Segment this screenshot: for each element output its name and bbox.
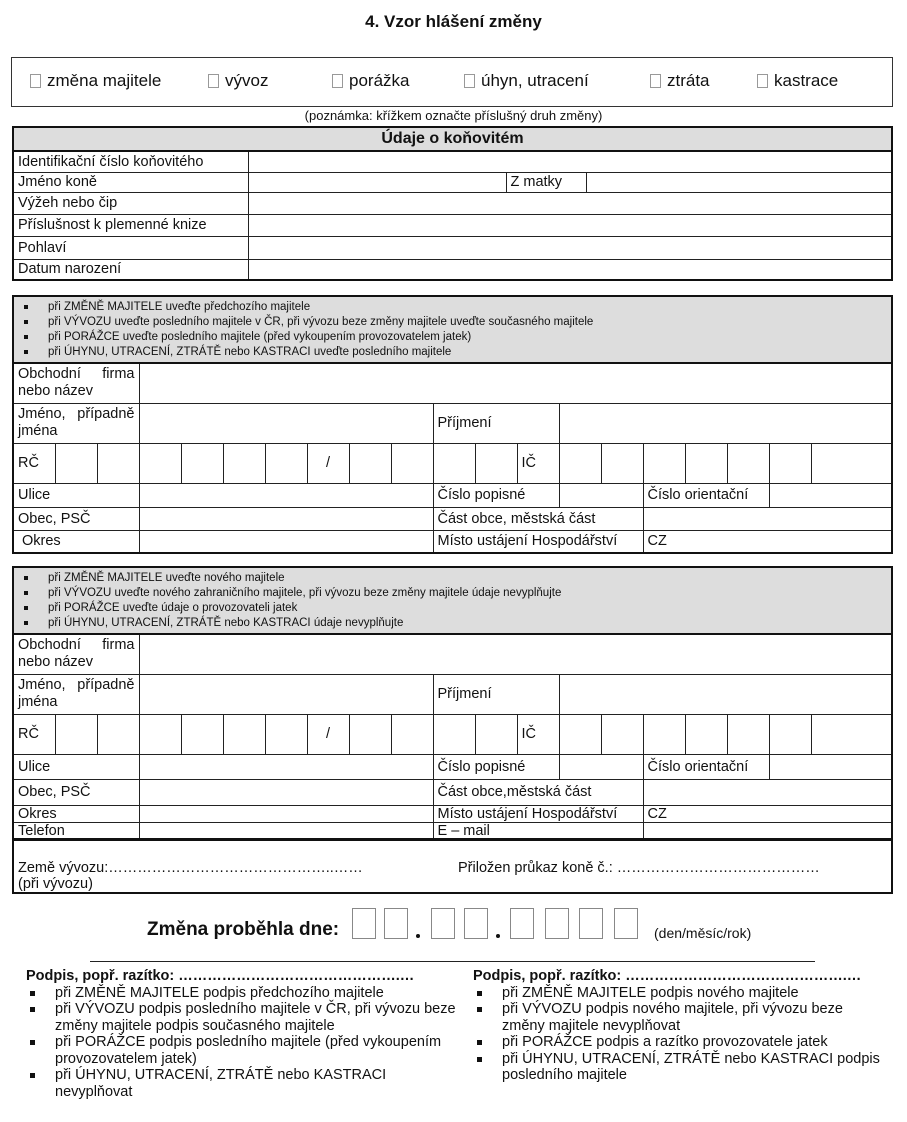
date-year-digit[interactable] bbox=[510, 908, 534, 939]
rc-digit[interactable] bbox=[391, 714, 433, 754]
sex-label: Pohlaví bbox=[13, 236, 248, 259]
checkbox-icon[interactable] bbox=[208, 74, 219, 88]
date-row bbox=[0, 905, 907, 945]
date-separator bbox=[496, 934, 500, 938]
street-field[interactable] bbox=[139, 483, 433, 507]
signature-instruction: při ZMĚNĚ MAJITELE podpis předchozího majitele bbox=[26, 985, 466, 1002]
checkbox-icon[interactable] bbox=[650, 74, 661, 88]
instruction-item: při VÝVOZU uveďte posledního majitele v ČR, při vývozu beze změny majitele uveďte současného majitele bbox=[20, 315, 885, 330]
new-owner-table bbox=[12, 566, 893, 841]
email-label: E – mail bbox=[433, 822, 643, 840]
rc-digit[interactable] bbox=[223, 443, 265, 483]
rc-digit[interactable] bbox=[475, 443, 517, 483]
firstname-field[interactable] bbox=[139, 674, 433, 714]
county-label: Okres bbox=[13, 805, 139, 822]
instruction-item: při PORÁŽCE uveďte údaje o provozovateli jatek bbox=[20, 601, 885, 616]
date-year-digit[interactable] bbox=[579, 908, 603, 939]
ic-digit[interactable] bbox=[559, 714, 601, 754]
passport-number-field[interactable]: Přiložen průkaz koně č.: …………………………………… bbox=[458, 860, 820, 876]
dob-label: Datum narození bbox=[13, 259, 248, 280]
street-label: Ulice bbox=[13, 754, 139, 779]
date-label: Změna proběhla dne: bbox=[147, 919, 340, 940]
rc-label: RČ bbox=[13, 443, 55, 483]
page-title: 4. Vzor hlášení změny bbox=[365, 12, 542, 31]
rc-digit[interactable] bbox=[391, 443, 433, 483]
horse-section-header: Údaje o koňovitém bbox=[13, 127, 892, 151]
city-field[interactable] bbox=[139, 507, 433, 530]
signature-right bbox=[473, 968, 883, 1084]
stable-label: Místo ustájení Hospodářství bbox=[433, 530, 643, 553]
rc-digit[interactable] bbox=[181, 714, 223, 754]
checkbox-icon[interactable] bbox=[757, 74, 768, 88]
county-field[interactable] bbox=[139, 530, 433, 553]
signature-right-field[interactable]: Podpis, popř. razítko: ……………………………………….… bbox=[473, 968, 862, 984]
change-type-box bbox=[11, 57, 893, 107]
ic-digit[interactable] bbox=[685, 714, 727, 754]
date-format-hint: (den/měsíc/rok) bbox=[654, 925, 752, 941]
rc-digit[interactable] bbox=[265, 714, 307, 754]
house-no-field[interactable] bbox=[559, 754, 643, 779]
company-field[interactable] bbox=[139, 363, 892, 403]
county-field[interactable] bbox=[139, 805, 433, 822]
date-year-digit[interactable] bbox=[545, 908, 569, 939]
signature-instruction: při VÝVOZU podpis posledního majitele v ČR, při vývozu beze změny majitele podpis současného majitele bbox=[26, 1001, 466, 1034]
studbook-label: Příslušnost k plemenné knize bbox=[13, 214, 248, 236]
ic-digit[interactable] bbox=[685, 443, 727, 483]
firstname-label: Jméno, případně jména bbox=[13, 674, 139, 714]
date-day-digit[interactable] bbox=[384, 908, 408, 939]
checkbox-porazka[interactable]: porážka bbox=[332, 71, 409, 91]
rc-digit[interactable] bbox=[223, 714, 265, 754]
signature-instruction: při PORÁŽCE podpis posledního majitele (před vykoupením provozovatelem jatek) bbox=[26, 1034, 466, 1067]
rc-digit[interactable] bbox=[97, 714, 139, 754]
ic-digit[interactable] bbox=[811, 714, 892, 754]
instruction-item: při VÝVOZU uveďte nového zahraničního majitele, při vývozu beze změny majitele údaje nevyplňujte bbox=[20, 586, 885, 601]
firstname-field[interactable] bbox=[139, 403, 433, 443]
ic-digit[interactable] bbox=[769, 714, 811, 754]
date-month-digit[interactable] bbox=[464, 908, 488, 939]
rc-slash: / bbox=[307, 714, 349, 754]
district-part-field[interactable] bbox=[643, 507, 892, 530]
rc-digit[interactable] bbox=[265, 443, 307, 483]
surname-label: Příjmení bbox=[433, 674, 559, 714]
ic-digit[interactable] bbox=[727, 714, 769, 754]
horse-name-field[interactable] bbox=[248, 172, 506, 192]
surname-field[interactable] bbox=[559, 403, 892, 443]
orient-no-label: Číslo orientační bbox=[643, 483, 769, 507]
new-owner-instructions bbox=[13, 567, 892, 634]
email-field[interactable] bbox=[643, 822, 892, 840]
signature-instruction: při PORÁŽCE podpis a razítko provozovatele jatek bbox=[473, 1034, 883, 1051]
date-separator bbox=[416, 934, 420, 938]
checkbox-note: (poznámka: křížkem označte příslušný druh změny) bbox=[304, 108, 603, 123]
house-no-label: Číslo popisné bbox=[433, 754, 559, 779]
checkbox-vyvoz[interactable]: vývoz bbox=[208, 71, 268, 91]
rc-digit[interactable] bbox=[475, 714, 517, 754]
checkbox-kastrace[interactable]: kastrace bbox=[757, 71, 838, 91]
rc-digit[interactable] bbox=[139, 714, 181, 754]
rc-digit[interactable] bbox=[433, 443, 475, 483]
checkbox-icon[interactable] bbox=[30, 74, 41, 88]
date-day-digit[interactable] bbox=[352, 908, 376, 939]
export-country-field[interactable]: Země vývozu:………………………………………..…… bbox=[18, 860, 363, 876]
rc-digit[interactable] bbox=[349, 714, 391, 754]
district-part-field[interactable] bbox=[643, 779, 892, 805]
ic-digit[interactable] bbox=[643, 714, 685, 754]
orient-no-field[interactable] bbox=[769, 483, 892, 507]
rc-digit[interactable] bbox=[139, 443, 181, 483]
rc-digit[interactable] bbox=[433, 714, 475, 754]
signature-instruction: při VÝVOZU podpis nového majitele, při vývozu beze změny majitele nevyplňovat bbox=[473, 1001, 883, 1034]
ic-label: IČ bbox=[517, 443, 559, 483]
company-label: Obchodní firma nebo název bbox=[13, 634, 139, 674]
signature-left bbox=[26, 968, 466, 1100]
checkbox-icon[interactable] bbox=[332, 74, 343, 88]
rc-digit[interactable] bbox=[55, 443, 97, 483]
district-part-label: Část obce,městská část bbox=[433, 779, 643, 805]
house-no-field[interactable] bbox=[559, 483, 643, 507]
instruction-item: při ÚHYNU, UTRACENÍ, ZTRÁTĚ nebo KASTRACI údaje nevyplňujte bbox=[20, 616, 885, 631]
horse-id-field[interactable] bbox=[248, 151, 892, 172]
previous-owner-table bbox=[12, 295, 893, 554]
checkbox-uhyn-utraceni[interactable]: úhyn, utracení bbox=[464, 71, 589, 91]
ic-digit[interactable] bbox=[559, 443, 601, 483]
ic-digit[interactable] bbox=[601, 714, 643, 754]
surname-field[interactable] bbox=[559, 674, 892, 714]
district-part-label: Část obce, městská část bbox=[433, 507, 643, 530]
checkbox-icon[interactable] bbox=[464, 74, 475, 88]
phone-label: Telefon bbox=[13, 822, 139, 840]
orient-no-field[interactable] bbox=[769, 754, 892, 779]
instruction-item: při ZMĚNĚ MAJITELE uveďte předchozího majitele bbox=[20, 300, 885, 315]
signature-instruction: při ÚHYNU, UTRACENÍ, ZTRÁTĚ nebo KASTRACI podpis posledního majitele bbox=[473, 1051, 883, 1084]
rc-digit[interactable] bbox=[97, 443, 139, 483]
date-year-digit[interactable] bbox=[614, 908, 638, 939]
instruction-item: při ÚHYNU, UTRACENÍ, ZTRÁTĚ nebo KASTRACI uveďte posledního majitele bbox=[20, 345, 885, 360]
checkbox-ztrata[interactable]: ztráta bbox=[650, 71, 710, 91]
studbook-field[interactable] bbox=[248, 214, 892, 236]
signature-instruction: při ZMĚNĚ MAJITELE podpis nového majitele bbox=[473, 985, 883, 1002]
ic-digit[interactable] bbox=[811, 443, 892, 483]
signature-instruction: při ÚHYNU, UTRACENÍ, ZTRÁTĚ nebo KASTRACI nevyplňovat bbox=[26, 1067, 466, 1100]
dam-label: Z matky bbox=[506, 172, 586, 192]
horse-id-label: Identifikační číslo koňovitého bbox=[13, 151, 248, 172]
stable-field[interactable]: CZ bbox=[643, 805, 892, 822]
dam-field[interactable] bbox=[586, 172, 892, 192]
signature-left-field[interactable]: Podpis, popř. razítko: ……………………………………….… bbox=[26, 968, 415, 984]
brand-chip-label: Výžeh nebo čip bbox=[13, 192, 248, 214]
rc-label: RČ bbox=[13, 714, 55, 754]
house-no-label: Číslo popisné bbox=[433, 483, 559, 507]
rc-digit[interactable] bbox=[181, 443, 223, 483]
orient-no-label: Číslo orientační bbox=[643, 754, 769, 779]
export-box bbox=[12, 838, 893, 894]
surname-label: Příjmení bbox=[433, 403, 559, 443]
street-label: Ulice bbox=[13, 483, 139, 507]
city-field[interactable] bbox=[139, 779, 433, 805]
signature-divider bbox=[90, 961, 815, 962]
instruction-item: při PORÁŽCE uveďte posledního majitele (před vykoupením provozovatelem jatek) bbox=[20, 330, 885, 345]
ic-digit[interactable] bbox=[601, 443, 643, 483]
phone-field[interactable] bbox=[139, 822, 433, 840]
dob-field[interactable] bbox=[248, 259, 892, 280]
rc-digit[interactable] bbox=[349, 443, 391, 483]
ic-label: IČ bbox=[517, 714, 559, 754]
ic-digit[interactable] bbox=[769, 443, 811, 483]
company-label: Obchodní firma nebo název bbox=[13, 363, 139, 403]
checkbox-zmena-majitele[interactable]: změna majitele bbox=[30, 71, 161, 91]
date-month-digit[interactable] bbox=[431, 908, 455, 939]
city-label: Obec, PSČ bbox=[13, 507, 139, 530]
rc-digit[interactable] bbox=[55, 714, 97, 754]
county-label: Okres bbox=[13, 530, 139, 553]
horse-table bbox=[12, 126, 893, 281]
horse-name-label: Jméno koně bbox=[13, 172, 248, 192]
export-country-sub: (při vývozu) bbox=[18, 876, 93, 892]
rc-slash: / bbox=[307, 443, 349, 483]
company-field[interactable] bbox=[139, 634, 892, 674]
city-label: Obec, PSČ bbox=[13, 779, 139, 805]
stable-label: Místo ustájení Hospodářství bbox=[433, 805, 643, 822]
ic-digit[interactable] bbox=[727, 443, 769, 483]
previous-owner-instructions bbox=[13, 296, 892, 363]
ic-digit[interactable] bbox=[643, 443, 685, 483]
instruction-item: při ZMĚNĚ MAJITELE uveďte nového majitele bbox=[20, 571, 885, 586]
street-field[interactable] bbox=[139, 754, 433, 779]
sex-field[interactable] bbox=[248, 236, 892, 259]
firstname-label: Jméno, případně jména bbox=[13, 403, 139, 443]
brand-chip-field[interactable] bbox=[248, 192, 892, 214]
stable-field[interactable]: CZ bbox=[643, 530, 892, 553]
